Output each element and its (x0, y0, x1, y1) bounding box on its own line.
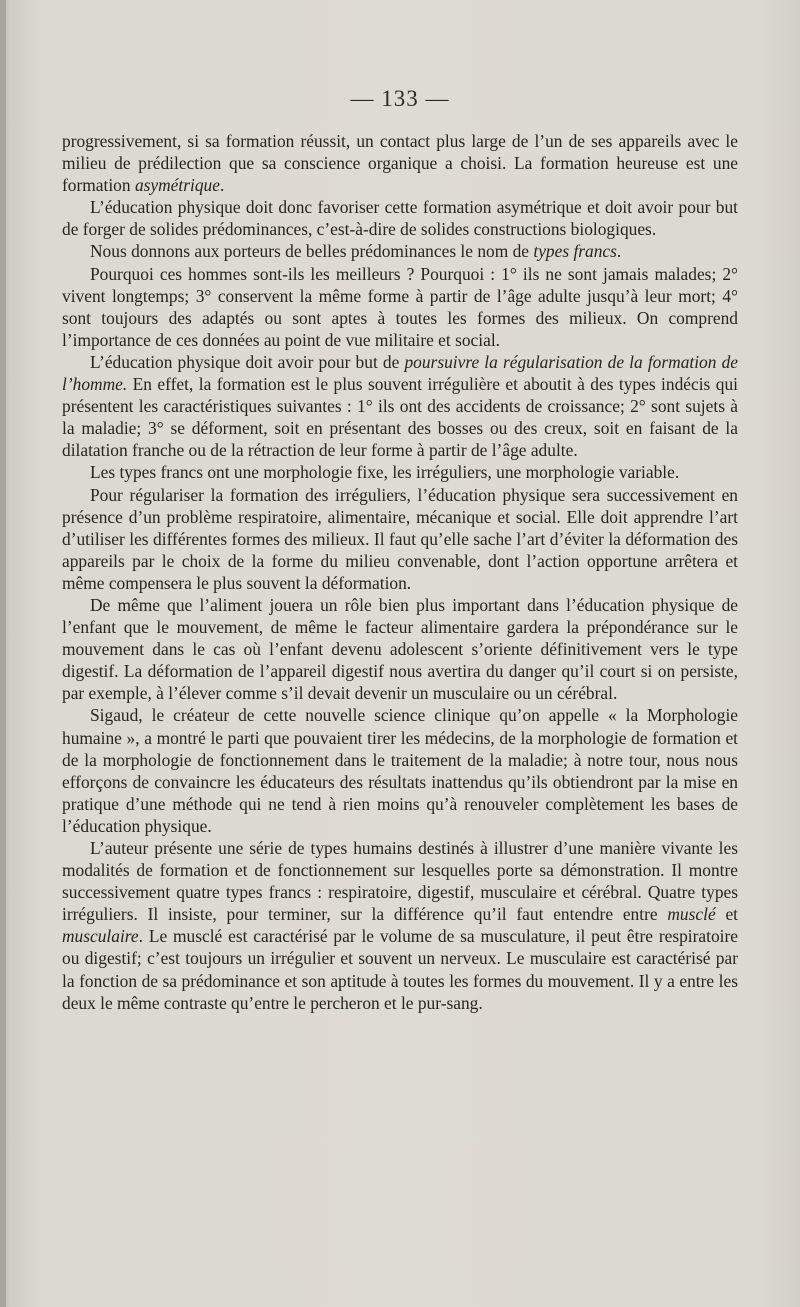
text-run: Nous donnons aux porteurs de belles prédominances le nom de (90, 241, 534, 262)
text-run: L’auteur présente une série de types humains destinés à illustrer d’une manière vivante les modalités de formation et de fonctionnement sur lesquelles porte sa démonstration. Il montre successivement quatre types francs : respiratoire, digestif, musculaire et cérébral. Quatre types irréguliers. Il insiste, pour terminer, sur la différence qu’il faut entendre entre (62, 838, 738, 925)
italic-text: asymétrique (134, 175, 220, 196)
text-run: En effet, la formation est le plus souvent irrégulière et aboutit à des types indécis qui présentent les caractéristiques suivantes : 1° ils ont des accidents de croissance; 2° sont sujets à la maladie; 3° se déforment, soit en présentant des bosses ou des creux, soit en faisant de la dilatation franche ou de la rétraction de leur forme à partir de l’âge adulte. (62, 374, 738, 461)
paragraph (62, 263, 738, 351)
text-run: . (616, 241, 622, 262)
text-run: Sigaud, le créateur de cette nouvelle science clinique qu’on appelle « la Morphologie humaine », a montré le parti que pouvaient tirer les médecins, de la morphologie de formation et de la morphologie de fonctionnement dans le traitement de la maladie; à notre tour, nous nous efforçons de convaincre les éducateurs des résultats inattendus qu’ils obtiendront par la mise en pratique d’une méthode qui ne tend à rien moins qu’à renouveler complètement les bases de l’éducation physique. (62, 705, 738, 836)
italic-text: poursuivre la régularisation de la formation de l’homme. (62, 351, 738, 395)
text-run: . (219, 175, 225, 196)
paragraph (62, 196, 738, 240)
paragraph (62, 704, 738, 837)
text-run: et (715, 904, 738, 925)
text-run: progressivement, si sa formation réussit, un contact plus large de l’un de ses appareils avec le milieu de prédilection que sa conscience organique a choisi. La formation heureuse est une formation (62, 131, 738, 196)
text-run: De même que l’aliment jouera un rôle bien plus important dans l’éducation physique de l’enfant que le mouvement, de même le facteur alimentaire gardera la prépondérance sur le mouvement dans le cas où l’enfant devenu adolescent s’oriente définitivement vers le type digestif. La déformation de l’appareil digestif nous avertira du danger qu’il court si on persiste, par exemple, à l’élever comme s’il devait devenir un musculaire ou un cérébral. (62, 594, 738, 704)
paragraph (62, 351, 738, 461)
text-run: Les types francs ont une morphologie fixe, les irréguliers, une morphologie variable. (90, 462, 680, 483)
paragraph (62, 461, 738, 483)
page-number: — 133 — (350, 86, 450, 111)
paragraph (62, 837, 738, 1014)
paragraph (62, 484, 738, 594)
paragraph (62, 130, 738, 196)
paragraph (62, 594, 738, 704)
italic-text: types francs (533, 241, 617, 262)
page-binding-edge (0, 0, 6, 1307)
page-body-text (62, 130, 738, 1014)
text-run: . Le musclé est caractérisé par le volume de sa musculature, il peut être respiratoire ou digestif; c’est toujours un irrégulier et souvent un nerveux. Le musculaire est caractérisé par la fonction de sa prédominance et son aptitude à toutes les formes du mouvement. Il y a entre les deux le même contraste qu’entre le percheron et le pur-sang. (62, 926, 738, 1013)
text-run: L’éducation physique doit donc favoriser cette formation asymétrique et doit avoir pour but de forger de solides prédominances, c’est-à-dire de solides constructions biologiques. (62, 197, 738, 240)
text-run: Pour régulariser la formation des irréguliers, l’éducation physique sera successivement en présence d’un problème respiratoire, alimentaire, mécanique et social. Elle doit apprendre l’art d’utiliser les différentes formes des milieux. Il faut qu’elle sache l’art d’éviter la déformation des appareils par le choix de la forme du milieu convenable, dont l’action opportune arrêtera et même compensera le plus souvent la déformation. (62, 484, 738, 593)
text-run: L’éducation physique doit avoir pour but de (90, 351, 405, 372)
paragraph (62, 240, 738, 262)
text-run: Pourquoi ces hommes sont-ils les meilleurs ? Pourquoi : 1° ils ne sont jamais malades; 2° vivent longtemps; 3° conservent la même forme à partir de l’âge adulte jusqu’à leur mort; 4° sont toujours des adaptés ou sont aptes à toutes les formes des milieux. On comprend l’importance de ces données au point de vue militaire et social. (62, 263, 738, 350)
italic-text: musclé (667, 904, 716, 925)
italic-text: musculaire (62, 926, 139, 947)
